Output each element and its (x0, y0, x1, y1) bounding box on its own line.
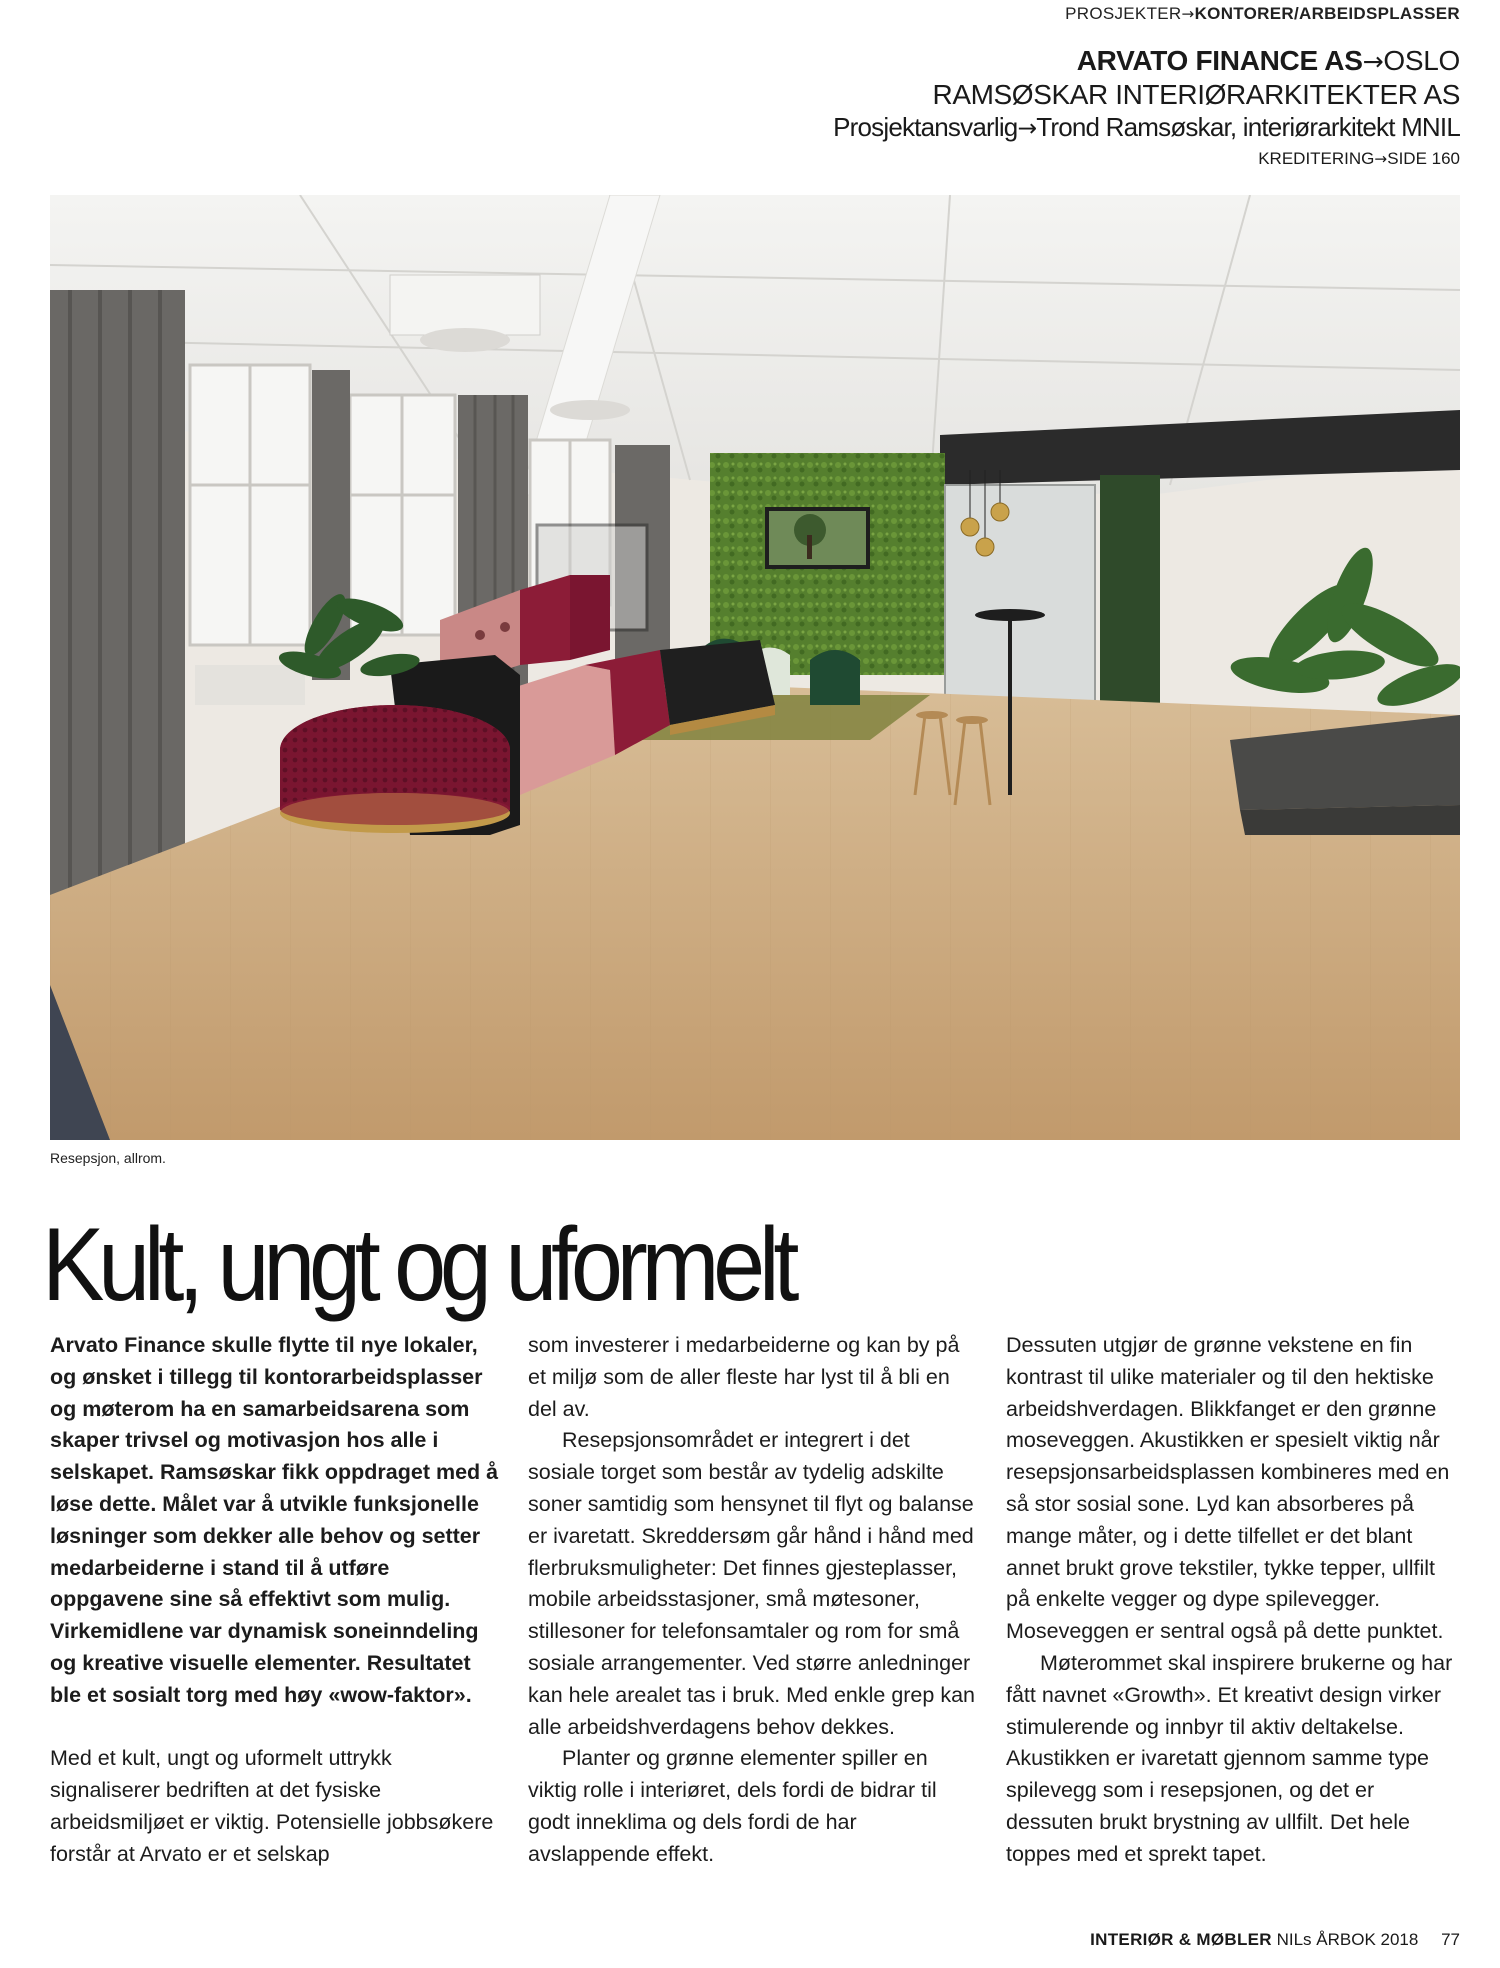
body-paragraph: Planter og grønne elementer spiller en viktig rolle i interiøret, dels fordi de bidrar til godt inneklima og dels fordi de har avslappende effekt. (528, 1746, 937, 1866)
page-number: 77 (1441, 1930, 1460, 1949)
credit-label: KREDITERING (1258, 149, 1375, 168)
body-column-3 (1006, 1330, 1456, 1871)
breadcrumb-section: PROSJEKTER (1065, 4, 1182, 23)
responsible-label: Prosjektansvarlig (833, 112, 1018, 142)
project-client: ARVATO FINANCE AS (1076, 45, 1363, 76)
project-city: OSLO (1383, 45, 1460, 76)
responsible-name: Trond Ramsøskar, interiørarkitekt MNIL (1036, 112, 1460, 142)
body-column-2 (528, 1330, 978, 1871)
headline: Kult, ungt og uformelt (42, 1207, 794, 1323)
project-info (833, 44, 1460, 172)
issue-name: NILs ÅRBOK 2018 (1276, 1930, 1419, 1949)
magazine-name: INTERIØR & MØBLER (1090, 1930, 1272, 1949)
project-firm: RAMSØSKAR INTERIØRARKITEKTER AS (932, 79, 1460, 110)
reception-illustration (50, 195, 1460, 1140)
photo-caption: Resepsjon, allrom. (50, 1150, 166, 1166)
arrow-right-icon: → (1362, 47, 1384, 76)
project-title (833, 44, 1460, 79)
project-credit (833, 146, 1460, 172)
project-responsible (833, 111, 1460, 144)
breadcrumb (1065, 4, 1460, 24)
arrow-right-icon: → (1374, 150, 1388, 168)
body-paragraph: Dessuten utgjør de grønne vekstene en fin kontrast til ulike materialer og til den hektiske arbeidshverdagen. Blikkfanget er den grønne moseveggen. Akustikken er spesielt viktig når resepsjonsarbeidsplassen kombineres med en så stor sosial sone. Lyd kan absorberes på mange måter, og i dette tilfellet er det blant annet brukt grove tekstiler, tykke tepper, ullfilt på enkelte vegger og dype spilevegger. Moseveggen er sentral også på dette punktet. (1006, 1333, 1450, 1644)
credit-page: SIDE 160 (1387, 149, 1460, 168)
breadcrumb-category: KONTORER/ARBEIDSPLASSER (1194, 4, 1460, 23)
body-column-1 (50, 1330, 500, 1871)
page-footer (1090, 1930, 1460, 1950)
body-paragraph: Med et kult, ungt og uformelt uttrykk signaliserer bedriften at det fysiske arbeidsmiljøet er viktig. Potensielle jobbsøkere forstår at Arvato er et selskap (50, 1746, 494, 1866)
body-paragraph: som investerer i medarbeiderne og kan by på et miljø som de aller fleste har lyst til å bli en del av. (528, 1333, 960, 1421)
reception-photo (50, 195, 1460, 1140)
arrow-right-icon: → (1017, 114, 1037, 142)
arrow-right-icon: → (1181, 5, 1195, 23)
lead-paragraph: Arvato Finance skulle flytte til nye lokaler, og ønsket i tillegg til kontorarbeidsplasser og møterom ha en samarbeidsarena som skaper trivsel og motivasjon hos alle i selskapet. Ramsøskar fikk oppdraget med å løse dette. Målet var å utvikle funksjonelle løsninger som dekker alle behov og setter medarbeiderne i stand til å utføre oppgavene sine så effektivt som mulig. Virkemidlene var dynamisk soneinndeling og kreative visuelle elementer. Resultatet ble et sosialt torg med høy «wow-faktor». (50, 1333, 499, 1707)
body-paragraph: Møterommet skal inspirere brukerne og har fått navnet «Growth». Et kreativt design virker stimulerende og innbyr til aktiv deltakelse. Akustikken er ivaretatt gjennom samme type spilevegg som i resepsjonen, og det er dessuten brukt brystning av ullfilt. Det hele toppes med et sprekt tapet. (1006, 1650, 1453, 1866)
body-paragraph: Resepsjonsområdet er integrert i det sosiale torget som består av tydelig adskilte soner samtidig som hensynet til flyt og balanse er ivaretatt. Skreddersøm går hånd i hånd med flerbruksmuligheter: Det finnes gjesteplasser, mobile arbeidsstasjoner, små møtesoner, stillesoner for telefonsamtaler og rom for små sosiale arrangementer. Ved større anledninger kan hele arealet tas i bruk. Med enkle grep kan alle arbeidshverdagens behov dekkes. (528, 1428, 975, 1739)
